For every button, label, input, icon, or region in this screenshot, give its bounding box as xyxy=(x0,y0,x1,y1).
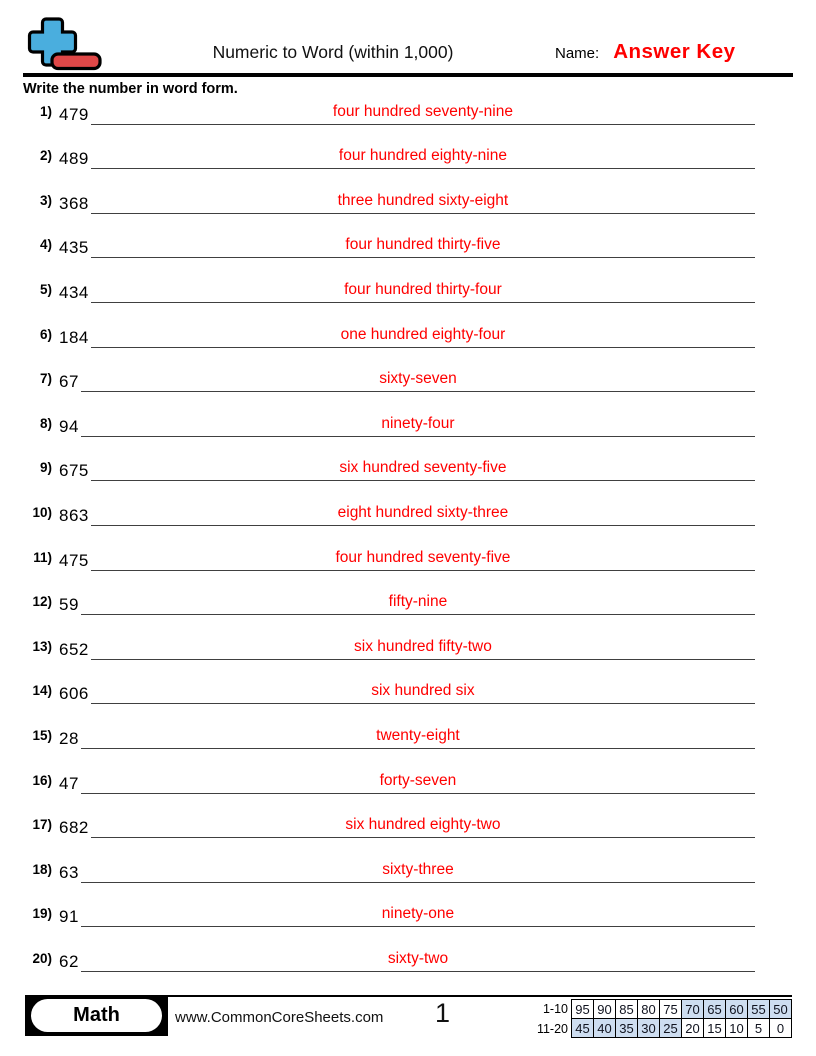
problem-number-label: 7) xyxy=(39,371,52,387)
problem-row xyxy=(23,883,793,928)
problem-numeric-value: 652 xyxy=(59,639,89,659)
problem-numeric-value: 47 xyxy=(59,773,79,793)
plus-minus-math-logo-icon xyxy=(25,16,107,72)
problem-numeric-value: 59 xyxy=(59,595,79,615)
answer-word-text: one hundred eighty-four xyxy=(340,325,506,343)
problem-numeric-value: 67 xyxy=(59,372,79,392)
score-cell: 90 xyxy=(594,1000,616,1019)
problem-number-label: 11) xyxy=(33,549,52,565)
answer-blank-line xyxy=(91,147,755,169)
problem-numeric-value: 479 xyxy=(59,104,89,124)
answer-blank-line xyxy=(91,459,755,481)
problem-row xyxy=(23,169,793,214)
problem-row xyxy=(23,571,793,616)
problem-number-label: 1) xyxy=(39,103,52,119)
score-cell: 10 xyxy=(726,1019,748,1038)
problems-list xyxy=(23,80,793,972)
subject-badge-label: Math xyxy=(31,999,162,1032)
problem-number-label: 15) xyxy=(32,727,52,743)
answer-blank-line xyxy=(81,905,755,927)
answer-word-text: eight hundred sixty-three xyxy=(337,503,509,521)
answer-blank-line xyxy=(91,816,755,838)
problem-row xyxy=(23,125,793,170)
problem-row xyxy=(23,348,793,393)
problem-row xyxy=(23,838,793,883)
answer-word-text: four hundred eighty-nine xyxy=(338,147,507,165)
answer-blank-line xyxy=(81,370,755,392)
score-cell: 85 xyxy=(616,1000,638,1019)
answer-blank-line xyxy=(81,950,755,972)
problem-number-label: 17) xyxy=(32,817,52,833)
answer-blank-line xyxy=(81,593,755,615)
score-cell: 55 xyxy=(748,1000,770,1019)
problem-row xyxy=(23,258,793,303)
answer-word-text: fifty-nine xyxy=(388,593,448,611)
answer-blank-line xyxy=(91,638,755,660)
problem-row xyxy=(23,660,793,705)
answer-word-text: sixty-seven xyxy=(379,370,457,388)
answer-word-text: six hundred six xyxy=(371,682,475,700)
answer-blank-line xyxy=(81,415,755,437)
problem-numeric-value: 675 xyxy=(59,461,89,481)
problem-number-label: 2) xyxy=(39,148,52,164)
answer-word-text: twenty-eight xyxy=(376,726,460,744)
score-cell: 60 xyxy=(726,1000,748,1019)
problem-number-label: 4) xyxy=(39,237,52,253)
score-cell: 80 xyxy=(638,1000,660,1019)
score-cell: 75 xyxy=(660,1000,682,1019)
problem-row xyxy=(23,615,793,660)
problem-numeric-value: 368 xyxy=(59,193,89,213)
answer-word-text: four hundred thirty-four xyxy=(344,280,502,298)
score-grid-row-labels xyxy=(537,999,568,1039)
problem-number-label: 13) xyxy=(32,638,52,654)
score-cell: 35 xyxy=(616,1019,638,1038)
problem-numeric-value: 94 xyxy=(59,416,79,436)
problem-row xyxy=(23,392,793,437)
score-cell: 0 xyxy=(770,1019,792,1038)
problem-row xyxy=(23,437,793,482)
problem-numeric-value: 184 xyxy=(59,327,89,347)
website-url: www.CommonCoreSheets.com xyxy=(175,1009,384,1026)
answer-word-text: six hundred eighty-two xyxy=(345,816,501,834)
score-cell: 5 xyxy=(748,1019,770,1038)
score-grid-table xyxy=(571,999,792,1038)
problem-numeric-value: 863 xyxy=(59,505,89,525)
answer-blank-line xyxy=(81,772,755,794)
answer-blank-line xyxy=(91,504,755,526)
answer-word-text: four hundred thirty-five xyxy=(345,236,501,254)
problem-number-label: 19) xyxy=(32,906,52,922)
answer-blank-line xyxy=(91,326,755,348)
answer-word-text: sixty-two xyxy=(387,949,449,967)
problem-row xyxy=(23,749,793,794)
answer-blank-line xyxy=(91,103,755,125)
problem-numeric-value: 434 xyxy=(59,282,89,302)
score-row2-label: 11-20 xyxy=(536,1022,568,1036)
problem-numeric-value: 62 xyxy=(59,951,79,971)
answer-word-text: ninety-one xyxy=(381,905,455,923)
problem-number-label: 5) xyxy=(39,281,52,297)
problem-numeric-value: 91 xyxy=(59,907,79,927)
answer-blank-line xyxy=(91,192,755,214)
problem-row xyxy=(23,214,793,259)
problem-number-label: 20) xyxy=(32,950,52,966)
problem-number-label: 6) xyxy=(39,326,52,342)
problem-numeric-value: 28 xyxy=(59,728,79,748)
page-footer xyxy=(25,995,792,1039)
subject-badge xyxy=(25,995,168,1036)
answer-blank-line xyxy=(91,549,755,571)
instructions-text: Write the number in word form. xyxy=(23,81,238,97)
answer-blank-line xyxy=(91,682,755,704)
problem-number-label: 8) xyxy=(39,415,52,431)
problem-number-label: 18) xyxy=(32,861,52,877)
score-cell: 45 xyxy=(572,1019,594,1038)
score-cell: 95 xyxy=(572,1000,594,1019)
problem-row xyxy=(23,481,793,526)
answer-word-text: four hundred seventy-five xyxy=(335,548,511,566)
name-label: Name: xyxy=(555,45,600,62)
score-cell: 25 xyxy=(660,1019,682,1038)
answer-key-text: Answer Key xyxy=(613,40,736,63)
answer-word-text: six hundred seventy-five xyxy=(339,459,507,477)
answer-blank-line xyxy=(91,236,755,258)
page-title: Numeric to Word (within 1,000) xyxy=(212,42,454,62)
problem-row xyxy=(23,526,793,571)
problem-number-label: 12) xyxy=(32,594,52,610)
problem-number-label: 10) xyxy=(32,504,52,520)
answer-blank-line xyxy=(81,727,755,749)
worksheet-header xyxy=(23,0,793,77)
problem-numeric-value: 682 xyxy=(59,818,89,838)
score-cell: 20 xyxy=(682,1019,704,1038)
score-cell: 70 xyxy=(682,1000,704,1019)
score-cell: 30 xyxy=(638,1019,660,1038)
problem-row xyxy=(23,794,793,839)
name-block xyxy=(555,40,793,73)
score-cell: 40 xyxy=(594,1019,616,1038)
problem-number-label: 16) xyxy=(32,772,52,788)
score-row1-label: 1-10 xyxy=(542,1002,568,1016)
problem-numeric-value: 475 xyxy=(59,550,89,570)
answer-blank-line xyxy=(91,281,755,303)
score-cell: 65 xyxy=(704,1000,726,1019)
minus-icon xyxy=(52,54,100,69)
answer-word-text: forty-seven xyxy=(379,771,457,789)
answer-blank-line xyxy=(81,861,755,883)
answer-word-text: three hundred sixty-eight xyxy=(337,191,509,209)
problem-number-label: 14) xyxy=(32,683,52,699)
score-cell: 15 xyxy=(704,1019,726,1038)
problem-number-label: 9) xyxy=(39,460,52,476)
page-number: 1 xyxy=(435,998,451,1028)
answer-word-text: sixty-three xyxy=(382,860,454,878)
answer-word-text: ninety-four xyxy=(381,414,455,432)
problem-numeric-value: 63 xyxy=(59,862,79,882)
problem-row xyxy=(23,80,793,125)
problem-row xyxy=(23,704,793,749)
answer-word-text: four hundred seventy-nine xyxy=(332,102,513,120)
problem-row xyxy=(23,927,793,972)
problem-numeric-value: 435 xyxy=(59,238,89,258)
problem-number-label: 3) xyxy=(39,192,52,208)
score-grid-block xyxy=(537,999,792,1039)
answer-word-text: six hundred fifty-two xyxy=(354,637,492,655)
problem-row xyxy=(23,303,793,348)
problem-numeric-value: 489 xyxy=(59,149,89,169)
score-cell: 50 xyxy=(770,1000,792,1019)
problem-numeric-value: 606 xyxy=(59,684,89,704)
